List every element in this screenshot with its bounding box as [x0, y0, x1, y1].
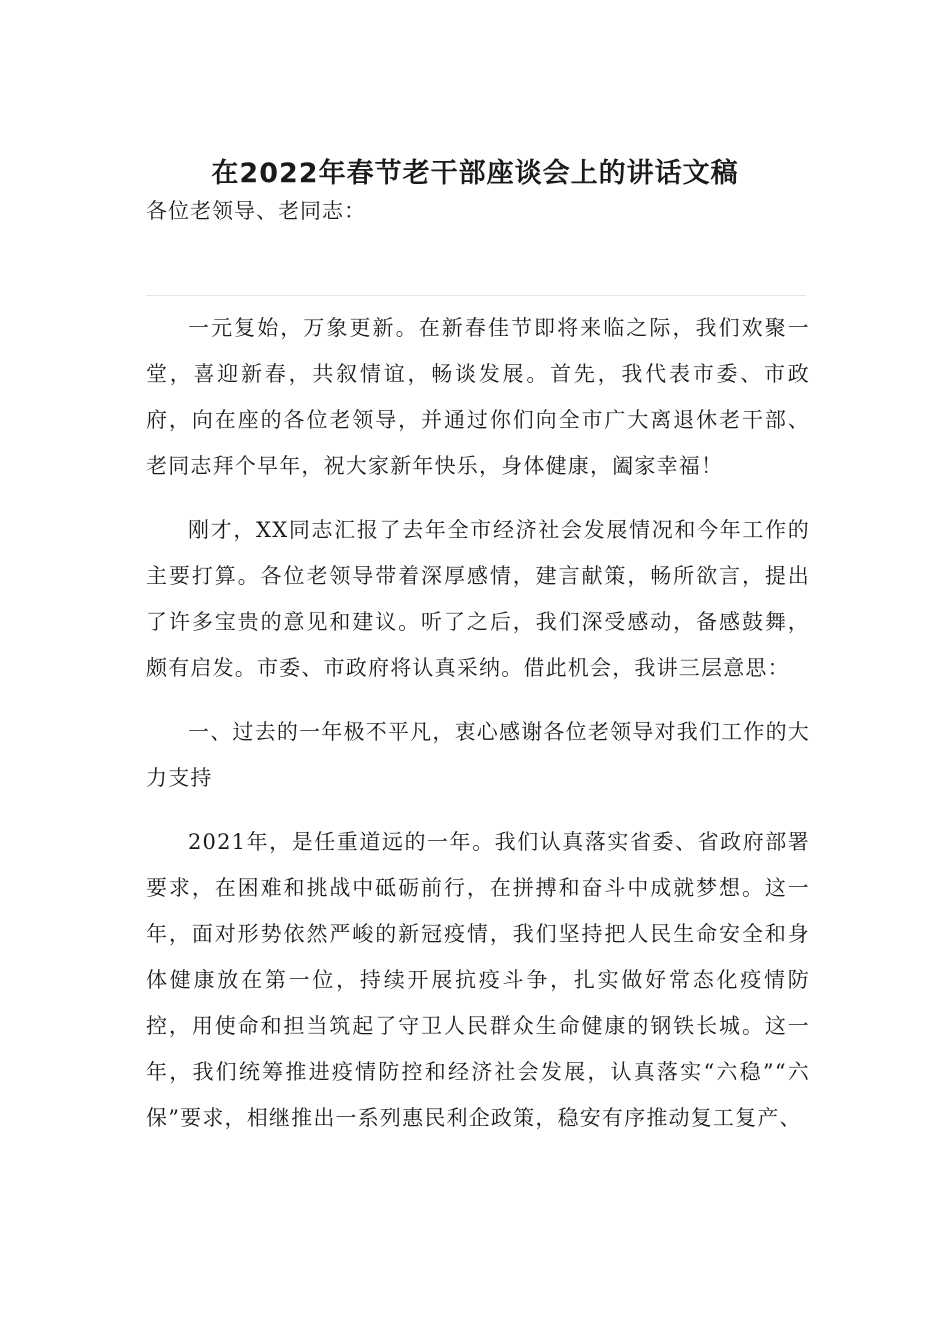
- paragraph-opening: 一元复始，万象更新。在新春佳节即将来临之际，我们欢聚一堂，喜迎新春，共叙情谊，畅谈发展。首先，我代表市委、市政府，向在座的各位老领导，并通过你们向全市广大离退休老干部、老同志拜个早年，祝大家新年快乐，身体健康，阖家幸福！: [146, 316, 810, 478]
- paragraph-report: 刚才，XX同志汇报了去年全市经济社会发展情况和今年工作的主要打算。各位老领导带着深厚感情，建言献策，畅所欲言，提出了许多宝贵的意见和建议。听了之后，我们深受感动，备感鼓舞，颇有启发。市委、市政府将认真采纳。借此机会，我讲三层意思：: [146, 518, 810, 680]
- document-body: [146, 305, 810, 1159]
- document-title: 在2022年春节老干部座谈会上的讲话文稿: [211, 158, 739, 189]
- section-heading-1: 一、过去的一年极不平凡，衷心感谢各位老领导对我们工作的大力支持: [146, 720, 810, 790]
- salutation: 各位老领导、老同志：: [146, 199, 366, 223]
- divider: [146, 295, 806, 296]
- paragraph-2021: 2021年，是任重道远的一年。我们认真落实省委、省政府部署要求，在困难和挑战中砥砺前行，在拼搏和奋斗中成就梦想。这一年，面对形势依然严峻的新冠疫情，我们坚持把人民生命安全和身体健康放在第一位，持续开展抗疫斗争，扎实做好常态化疫情防控，用使命和担当筑起了守卫人民群众生命健康的钢铁长城。这一年，我们统筹推进疫情防控和经济社会发展，认真落实“六稳”“六保”要求，相继推出一系列惠民利企政策，稳安有序推动复工复产、: [146, 830, 810, 1130]
